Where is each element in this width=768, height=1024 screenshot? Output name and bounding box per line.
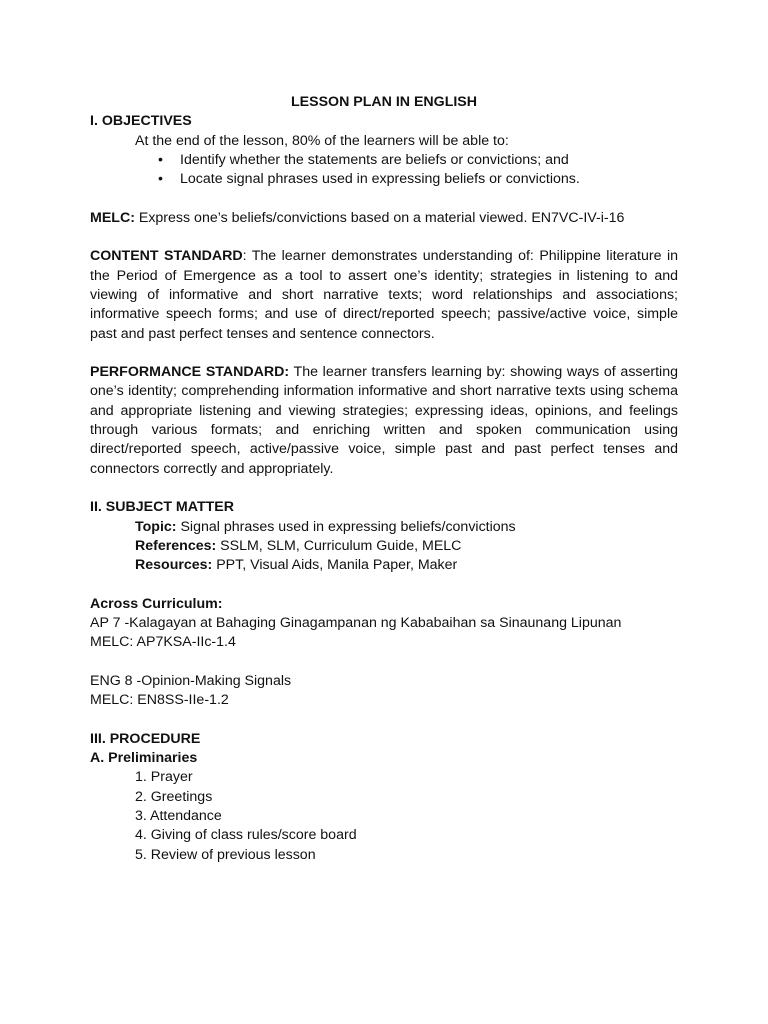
resources-line <box>90 556 678 575</box>
spacer <box>90 228 678 247</box>
preliminaries-heading: A. Preliminaries <box>90 750 198 767</box>
objectives-heading: I. OBJECTIVES <box>90 113 192 130</box>
performance-standard-paragraph <box>90 363 678 479</box>
topic-label: Topic: <box>135 518 177 535</box>
document-content <box>90 93 678 865</box>
performance-standard-label: PERFORMANCE STANDARD: <box>90 364 290 381</box>
spacer <box>90 575 678 594</box>
topic-text: Signal phrases used in expressing beliefs/convictions <box>176 518 516 535</box>
melc-text: Express one’s beliefs/convictions based on a material viewed. EN7VC-IV-i-16 <box>134 209 625 226</box>
objective-item: • Identify whether the statements are beliefs or convictions; and <box>158 151 678 170</box>
objectives-list <box>90 151 678 190</box>
spacer <box>90 344 678 363</box>
list-item: 1. Prayer <box>135 769 193 786</box>
references-label: References: <box>135 537 217 554</box>
ap-melc-line: MELC: AP7KSA-IIc-1.4 <box>90 634 236 651</box>
spacer <box>90 479 678 498</box>
list-item: 5. Review of previous lesson <box>135 846 316 863</box>
content-standard-paragraph <box>90 247 678 343</box>
resources-text: PPT, Visual Aids, Manila Paper, Maker <box>212 557 458 574</box>
spacer <box>90 711 678 730</box>
spacer <box>90 189 678 208</box>
references-line <box>90 537 678 556</box>
list-item: 3. Attendance <box>135 807 222 824</box>
preliminaries-list <box>90 768 678 864</box>
list-item: 4. Giving of class rules/score board <box>135 827 357 844</box>
topic-line <box>90 518 678 537</box>
subject-matter-heading: II. SUBJECT MATTER <box>90 499 234 516</box>
ap-line: AP 7 -Kalagayan at Bahaging Ginagampanan ng Kababaihan sa Sinaunang Lipunan <box>90 615 622 632</box>
document-title: LESSON PLAN IN ENGLISH <box>290 94 478 110</box>
procedure-heading: III. PROCEDURE <box>90 730 201 747</box>
performance-standard-text: The learner transfers learning by: showing ways of asserting one’s identity; comprehending information informative and short narrative texts using schema and appropriate listening and viewing strategies; expressing ideas, opinions, and feelings through various formats; and enriching written and spoken communication using direct/reported speech, active/passive voice, simple past and past perfect tenses and connectors correctly and appropriately. <box>90 364 678 477</box>
resources-label: Resources: <box>135 557 213 574</box>
objectives-intro: At the end of the lesson, 80% of the learners will be able to: <box>135 132 509 149</box>
content-standard-label: CONTENT STANDARD <box>90 248 243 265</box>
melc-line <box>90 209 678 228</box>
objective-item: • Locate signal phrases used in expressing beliefs or convictions. <box>158 170 678 189</box>
eng-line: ENG 8 -Opinion-Making Signals <box>90 672 292 689</box>
content-standard-text: : The learner demonstrates understanding of: Philippine literature in the Period of Emergence as a tool to assert one’s identity; strategies in listening to and viewing of informative and short narrative texts; word relationships and associations; informative speech forms; and use of direct/reported speech; passive/active voice, simple past and past perfect tenses and sentence connectors. <box>90 248 679 342</box>
list-item: 2. Greetings <box>135 788 213 805</box>
eng-melc-line: MELC: EN8SS-IIe-1.2 <box>90 692 229 709</box>
across-curriculum-heading: Across Curriculum: <box>90 595 223 612</box>
melc-label: MELC: <box>90 209 135 226</box>
spacer <box>90 653 678 672</box>
references-text: SSLM, SLM, Curriculum Guide, MELC <box>216 537 462 554</box>
